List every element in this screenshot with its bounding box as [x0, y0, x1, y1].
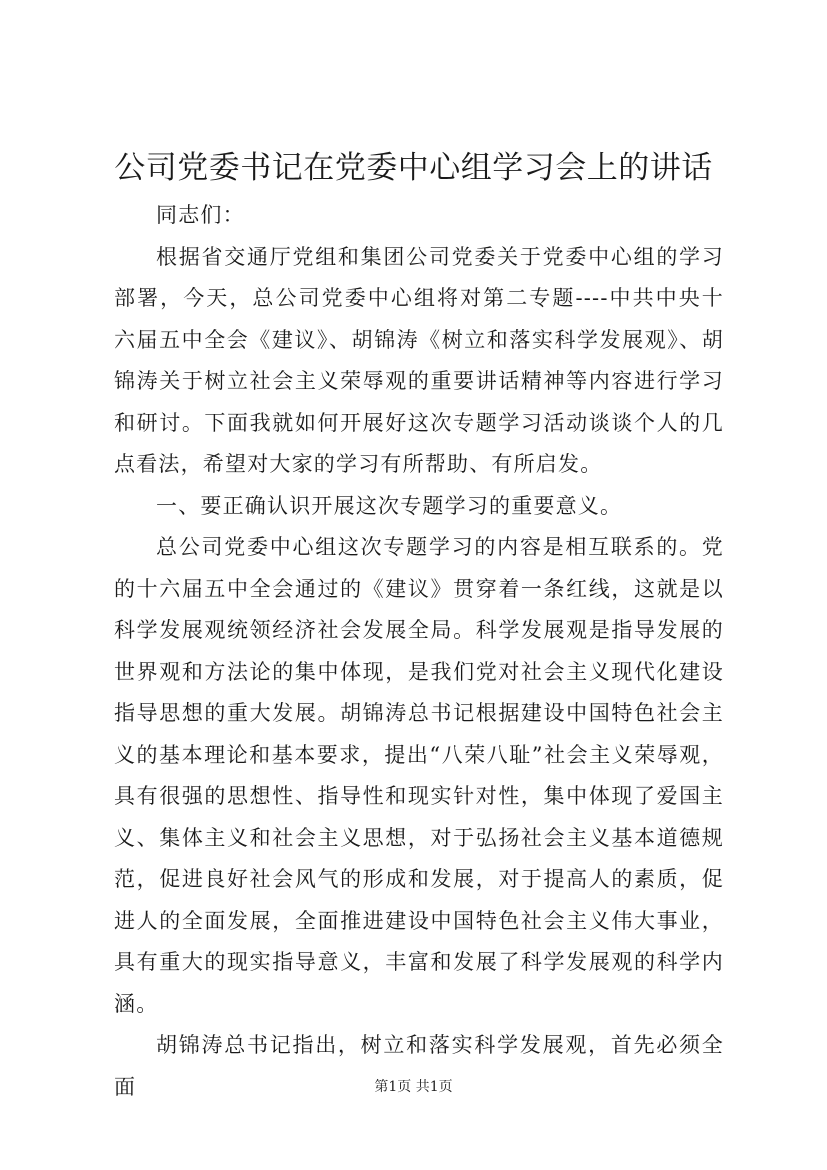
- page-footer: 第1页 共1页: [374, 1079, 453, 1095]
- paragraph-salutation: 同志们：: [156, 203, 245, 227]
- paragraph-heading-1: 一、要正确认识开展这次专题学习的重要意义。: [156, 493, 623, 518]
- document-body: [114, 195, 724, 1108]
- paragraph-intro: 根据省交通厅党组和集团公司党委关于党委中心组的学习部署，今天，总公司党委中心组将对第二专题----中共中央十六届五中全会《建议》、胡锦涛《树立和落实科学发展观》、胡锦涛关于树立社会主义荣辱观的重要讲话精神等内容进行学习和研讨。下面我就如何开展好这次专题学习活动谈谈个人的几点看法，希望对大家的学习有所帮助、有所启发。: [114, 244, 724, 476]
- document-title: 公司党委书记在党委中心组学习会上的讲话: [114, 150, 713, 186]
- paragraph-body-2: 胡锦涛总书记指出，树立和落实科学发展观，首先必须全面: [114, 1033, 724, 1099]
- paragraph-body-1: 总公司党委中心组这次专题学习的内容是相互联系的。党的十六届五中全会通过的《建议》贯穿着一条红线，这就是以科学发展观统领经济社会发展全局。科学发展观是指导发展的世界观和方法论的集中体现，是我们党对社会主义现代化建设指导思想的重大发展。胡锦涛总书记根据建设中国特色社会主义的基本理论和基本要求，提出“八荣八耻”社会主义荣辱观，具有很强的思想性、指导性和现实针对性，集中体现了爱国主义、集体主义和社会主义思想，对于弘扬社会主义基本道德规范，促进良好社会风气的形成和发展，对于提高人的素质，促进人的全面发展，全面推进建设中国特色社会主义伟大事业，具有重大的现实指导意义，丰富和发展了科学发展观的科学内涵。: [114, 535, 724, 1016]
